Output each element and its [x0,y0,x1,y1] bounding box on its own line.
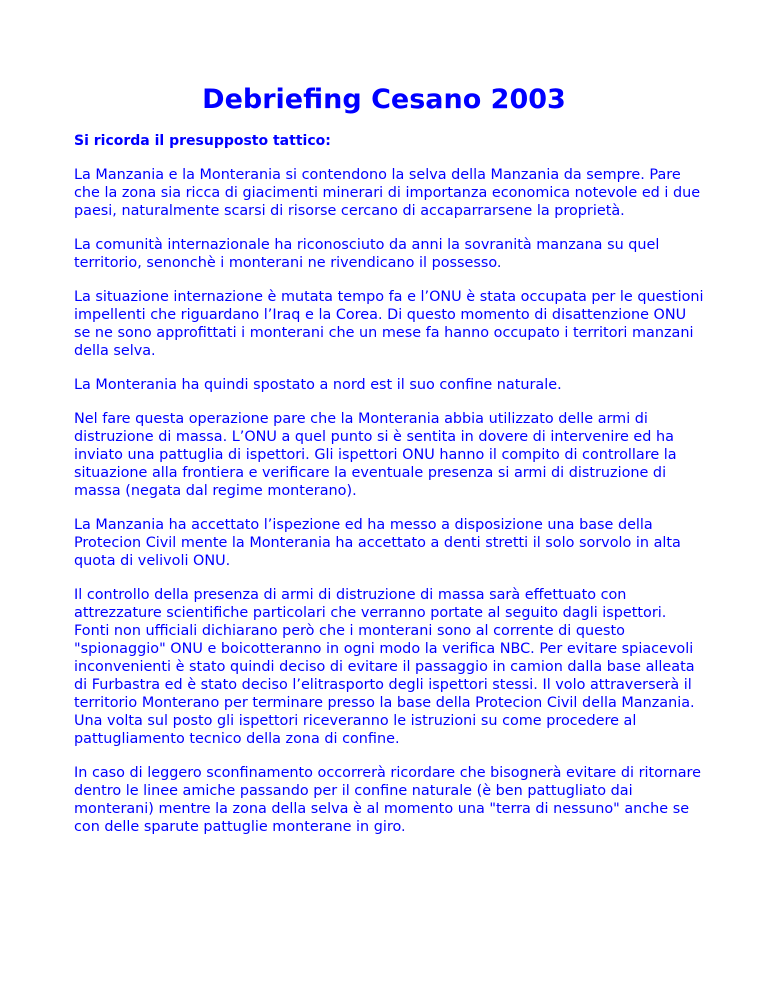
paragraph-7: Il controllo della presenza di armi di distruzione di massa sarà effettuato con attrezzature scientifiche particolari che verranno portate al seguito dagli ispettori. Fonti non ufficiali dichiarano però che i monterani sono al corrente di questo "spionaggio" ONU e boicotteranno in ogni modo la verifica NBC. Per evitare spiacevoli inconvenienti è stato quindi deciso di evitare il passaggio in camion dalla base alleata di Furbastra ed è stato deciso l’elitrasporto degli ispettori stessi. Il volo attraverserà il territorio Monterano per terminare presso la base della Protecion Civil della Manzania. Una volta sul posto gli ispettori riceveranno le istruzioni su come procedere al pattugliamento tecnico della zona di confine. [74,587,695,747]
paragraph-5: Nel fare questa operazione pare che la Monterania abbia utilizzato delle armi di distruzione di massa. L’ONU a quel punto si è sentita in dovere di intervenire ed ha inviato una pattuglia di ispettori. Gli ispettori ONU hanno il compito di controllare la situazione alla frontiera e verificare la eventuale presenza si armi di distruzione di massa (negata dal regime monterano). [74,411,677,499]
document-subtitle: Si ricorda il presupposto tattico: [74,133,331,149]
paragraph-4: La Monterania ha quindi spostato a nord est il suo confine naturale. [74,377,562,393]
paragraph-2: La comunità internazionale ha riconosciuto da anni la sovranità manzana su quel territorio, senonchè i monterani ne rivendicano il possesso. [74,237,660,271]
paragraph-3: La situazione internazione è mutata tempo fa e l’ONU è stata occupata per le questioni impellenti che riguardano l’Iraq e la Corea. Di questo momento di disattenzione ONU se ne sono approfittati i monterani che un mese fa hanno occupato i territori manzani della selva. [74,289,704,359]
document-body [74,132,704,852]
paragraph-8: In caso di leggero sconfinamento occorrerà ricordare che bisognerà evitare di ritornare dentro le linee amiche passando per il confine naturale (è ben pattugliato dai monterani) mentre la zona della selva è al momento una "terra di nessuno" anche se con delle sparute pattuglie monterane in giro. [74,765,701,835]
paragraph-6: La Manzania ha accettato l’ispezione ed ha messo a disposizione una base della Protecion Civil mente la Monterania ha accettato a denti stretti il solo sorvolo in alta quota di velivoli ONU. [74,517,681,569]
paragraph-1: La Manzania e la Monterania si contendono la selva della Manzania da sempre. Pare che la zona sia ricca di giacimenti minerari di importanza economica notevole ed i due paesi, naturalmente scarsi di risorse cercano di accaparrarsene la proprietà. [74,167,701,219]
document-title: Debriefing Cesano 2003 [202,84,566,115]
